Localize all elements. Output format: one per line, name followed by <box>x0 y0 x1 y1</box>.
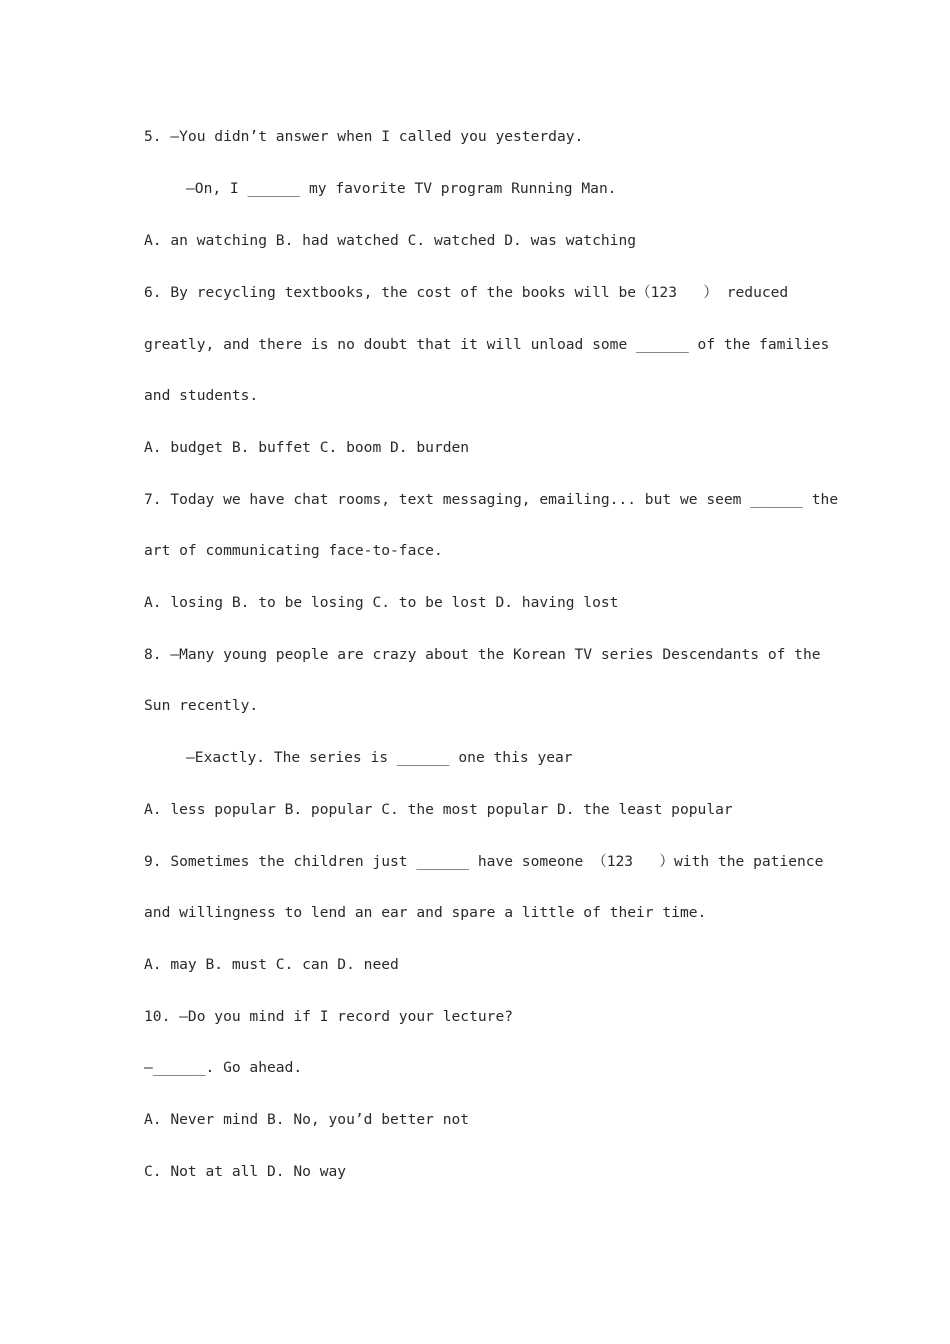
q6-stem-line-3: and students. <box>144 387 259 404</box>
q10-options-line-1: A. Never mind B. No, you’d better not <box>144 1111 470 1128</box>
q10-stem: 10. —Do you mind if I record your lecture? <box>144 1008 514 1025</box>
q9-stem-line-1: 9. Sometimes the children just ______ have someone （123 ）with the patience <box>144 853 824 870</box>
q8-stem-line-2: Sun recently. <box>144 697 259 714</box>
q8-options: A. less popular B. popular C. the most popular D. the least popular <box>144 801 733 818</box>
q7-stem-line-1: 7. Today we have chat rooms, text messaging, emailing... but we seem ______ the <box>144 491 839 508</box>
q7-stem-line-2: art of communicating face-to-face. <box>144 542 443 559</box>
q8-reply: —Exactly. The series is ______ one this year <box>186 749 573 766</box>
q5-reply: —On, I ______ my favorite TV program Running Man. <box>186 180 617 197</box>
q6-stem-line-1: 6. By recycling textbooks, the cost of the books will be（123 ） reduced <box>144 284 789 301</box>
q9-options: A. may B. must C. can D. need <box>144 956 399 973</box>
q6-stem-line-2: greatly, and there is no doubt that it will unload some ______ of the families <box>144 336 830 353</box>
q5-options: A. an watching B. had watched C. watched D. was watching <box>144 232 637 249</box>
q9-stem-line-2: and willingness to lend an ear and spare a little of their time. <box>144 904 707 921</box>
q10-reply: —______. Go ahead. <box>144 1059 303 1076</box>
q7-options: A. losing B. to be losing C. to be lost D. having lost <box>144 594 619 611</box>
q10-options-line-2: C. Not at all D. No way <box>144 1163 347 1180</box>
q8-stem-line-1: 8. —Many young people are crazy about the Korean TV series Descendants of the <box>144 646 821 663</box>
q5-stem: 5. —You didn’t answer when I called you yesterday. <box>144 128 584 145</box>
q6-options: A. budget B. buffet C. boom D. burden <box>144 439 470 456</box>
